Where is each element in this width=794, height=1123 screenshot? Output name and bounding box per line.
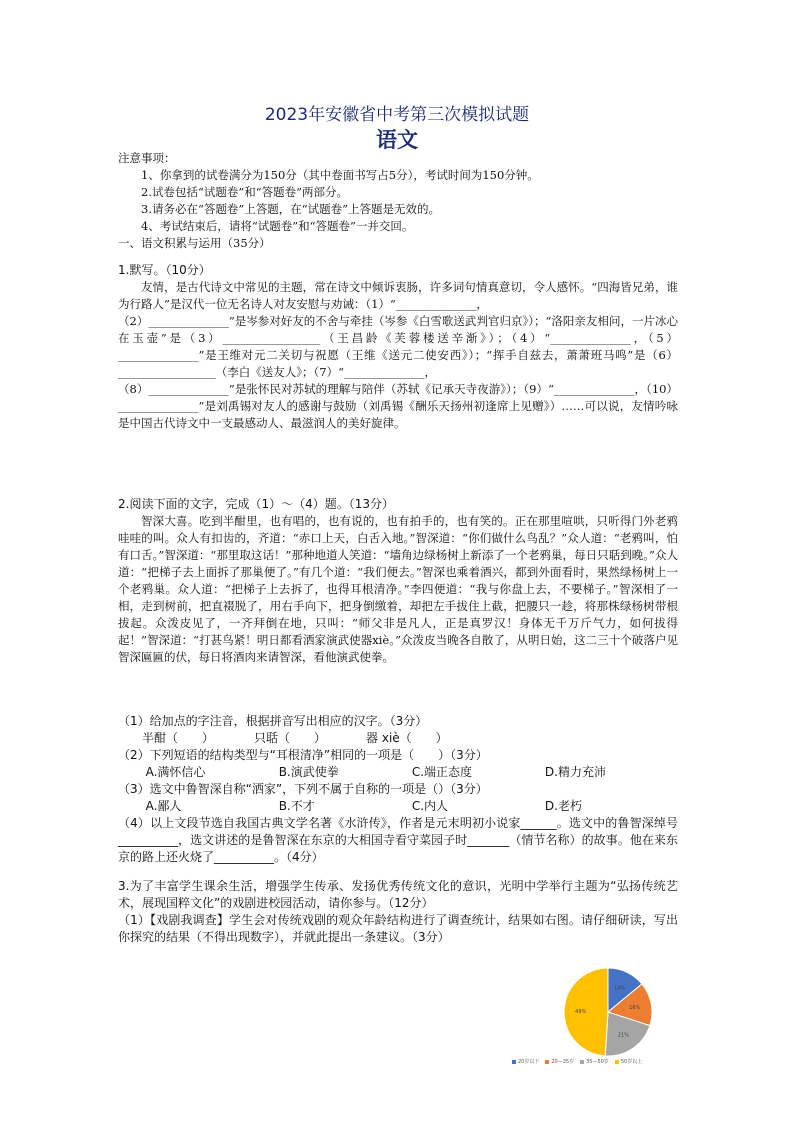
legend-label: 20岁以下 <box>518 1059 540 1065</box>
option: B.演武使拳 <box>278 765 339 779</box>
q2-sub1-item: 只聒（ ） <box>254 731 327 745</box>
question-2-subs <box>118 713 678 866</box>
option: C.端正态度 <box>411 765 473 779</box>
pie-svg <box>528 962 688 1062</box>
q2-sub3: （3）选文中鲁智深自称“洒家”，下列不属于自称的一项是（）（3分） <box>118 782 488 796</box>
q2-passage: 智深大喜。吃到半酣里，也有唱的，也有说的，也有拍手的，也有笑的。正在那里喧哄，只听得门外老鸦哇哇的叫。众人有扣齿的，齐道：“赤口上天，白舌入地。”智深道：“你们做什么鸟乱？”众人道：“老鸦叫，怕有口舌。”智深道：“那里取这话！”那种地道人笑道：“墙角边绿杨树上新添了一个老鸦巢，每日只聒到晚。”众人道：“把梯子去上面拆了那巢便了。”有几个道：“我们便去。”智深也乘着酒兴，都到外面看时，果然绿杨树上一个老鸦巢。众人道：“把梯子上去拆了，也得耳根清净。”李四便道：“我与你盘上去，不要梯子。”智深相了一相，走到树前，把直裰脱了，用右手向下，把身倒缴着，却把左手拔住上截，把腰只一趁，将那株绿杨树带根拔起。众泼皮见了，一齐拜倒在地，只叫：“师父非是凡人，正是真罗汉！身体无千万斤气力，如何拔得起！”智深道：“打甚鸟紧！明日都看洒家演武使器xiè。”众泼皮当晚各自散了，从明日始，这二三十个破落户见智深匾匾的伏，每日将酒肉来请智深，看他演武使拳。 <box>118 514 678 664</box>
option: A.满怀信心 <box>145 765 206 779</box>
legend-item <box>512 1058 539 1065</box>
q2-sub1-item: 器 xiè（ ） <box>366 731 448 745</box>
legend-swatch <box>580 1060 584 1064</box>
q3-sub1: （1）【戏剧我调查】学生会对传统戏剧的观众年龄结构进行了调查统计，结果如右图。请仔细研读，写出你探究的结果（不得出现数字），并就此提出一条建议。（3分） <box>118 913 678 944</box>
section-heading: 一、语文积累与运用（35分） <box>118 236 271 250</box>
note-item: 3.请务必在“答题卷”上答题，在“试题卷”上答题是无效的。 <box>141 202 440 216</box>
legend-item <box>580 1058 609 1065</box>
pie-data-label: 49% <box>575 1009 587 1016</box>
notes-heading: 注意事项： <box>118 151 176 165</box>
option: A.鄙人 <box>145 799 182 813</box>
q1-text: 友情，是古代诗文中常见的主题，常在诗文中倾诉衷肠，许多词句情真意切，令人感怀。“四海皆兄弟，谁为行路人”是汉代一位无名诗人对友安慰与劝诫：（1）“______________， <box>118 280 678 311</box>
q2-sub1: （1）给加点的字注音，根据拼音写出相应的汉字。（3分） <box>118 714 428 728</box>
option: C.内人 <box>411 799 449 813</box>
legend-swatch <box>545 1060 549 1064</box>
pie-data-label: 16% <box>629 1004 641 1011</box>
q2-sub4: （4）以上文段节选自我国古典文学名著《水浒传》，作者是元末明初小说家______。选文中的鲁智深绰号__________，选文讲述的是鲁智深在东京的大相国寺看守菜园子时_______（情节名称）的故事。他在来东京的路上还火烧了__________。（4分） <box>118 816 678 864</box>
q2-heading: 2.阅读下面的文字，完成（1）～（4）题。（13分） <box>118 497 394 511</box>
q1-text: （2）______________”是岑参对好友的不舍与牵挂（岑参《白雪歌送武判官归京》）；“洛阳亲友相问，一片冰心在玉壶”是（3）_________________（王昌龄《芙蓉楼送辛渐》）；（4）“______________，（5）______________”是王维对元二关切与祝愿（王维《送元二使安西》）；“挥手自兹去，萧萧班马鸣”是（6）_________________（李白《送友人》；（7）“______________， <box>118 314 678 379</box>
q3-heading: 3.为了丰富学生课余生活，增强学生传承、发扬优秀传统文化的意识，光明中学举行主题为“弘扬传统艺术，展现国粹文化”的戏剧进校园活动，请你参与。（12分） <box>118 879 678 910</box>
legend-label: 35—50岁 <box>586 1059 609 1065</box>
note-item: 1、你拿到的试卷满分为150分（其中卷面书写占5分），考试时间为150分钟。 <box>141 168 539 182</box>
legend-item <box>545 1058 574 1065</box>
q2-sub1-item: 半酣（ ） <box>142 731 215 745</box>
legend-label: 50岁以上 <box>620 1059 643 1065</box>
pie-data-label: 21% <box>617 1032 629 1039</box>
option: D.老朽 <box>544 799 582 813</box>
question-3 <box>118 878 678 946</box>
notes-block <box>118 150 678 252</box>
option: D.精力充沛 <box>544 765 606 779</box>
pie-data-label: 14% <box>614 985 626 992</box>
legend-label: 20—35岁 <box>551 1059 575 1065</box>
q2-sub3-options <box>118 798 678 815</box>
q2-sub2: （2）下列短语的结构类型与“耳根清净”相同的一项是（ ）（3分） <box>118 748 488 762</box>
q1-heading: 1.默写。（10分） <box>118 263 211 277</box>
subject-title: 语文 <box>376 128 418 152</box>
chart-legend <box>512 1058 642 1065</box>
exam-title: 2023年安徽省中考第三次模拟试题 <box>264 105 530 125</box>
question-1 <box>118 262 678 432</box>
legend-item <box>615 1058 642 1065</box>
option: B.不才 <box>278 799 315 813</box>
legend-swatch <box>512 1060 516 1064</box>
legend-swatch <box>615 1060 619 1064</box>
age-pie-chart <box>528 962 688 1072</box>
question-2 <box>118 496 678 666</box>
q2-sub1-items <box>118 730 678 747</box>
note-item: 2.试卷包括“试题卷”和“答题卷”两部分。 <box>141 185 348 199</box>
q2-sub2-options <box>118 764 678 781</box>
q1-text: （8）______________”是张怀民对苏轼的理解与陪伴（苏轼《记承天寺夜游》）；（9）“______________，（10）______________”是刘禹锡对友人的感谢与鼓励（刘禹锡《酬乐天扬州初逢席上见赠》）……可以说，友情吟咏是中国古代诗文中一支最感动人、最滋润人的美好旋律。 <box>118 382 678 430</box>
note-item: 4、考试结束后，请将“试题卷”和“答题卷”一并交回。 <box>141 219 414 233</box>
